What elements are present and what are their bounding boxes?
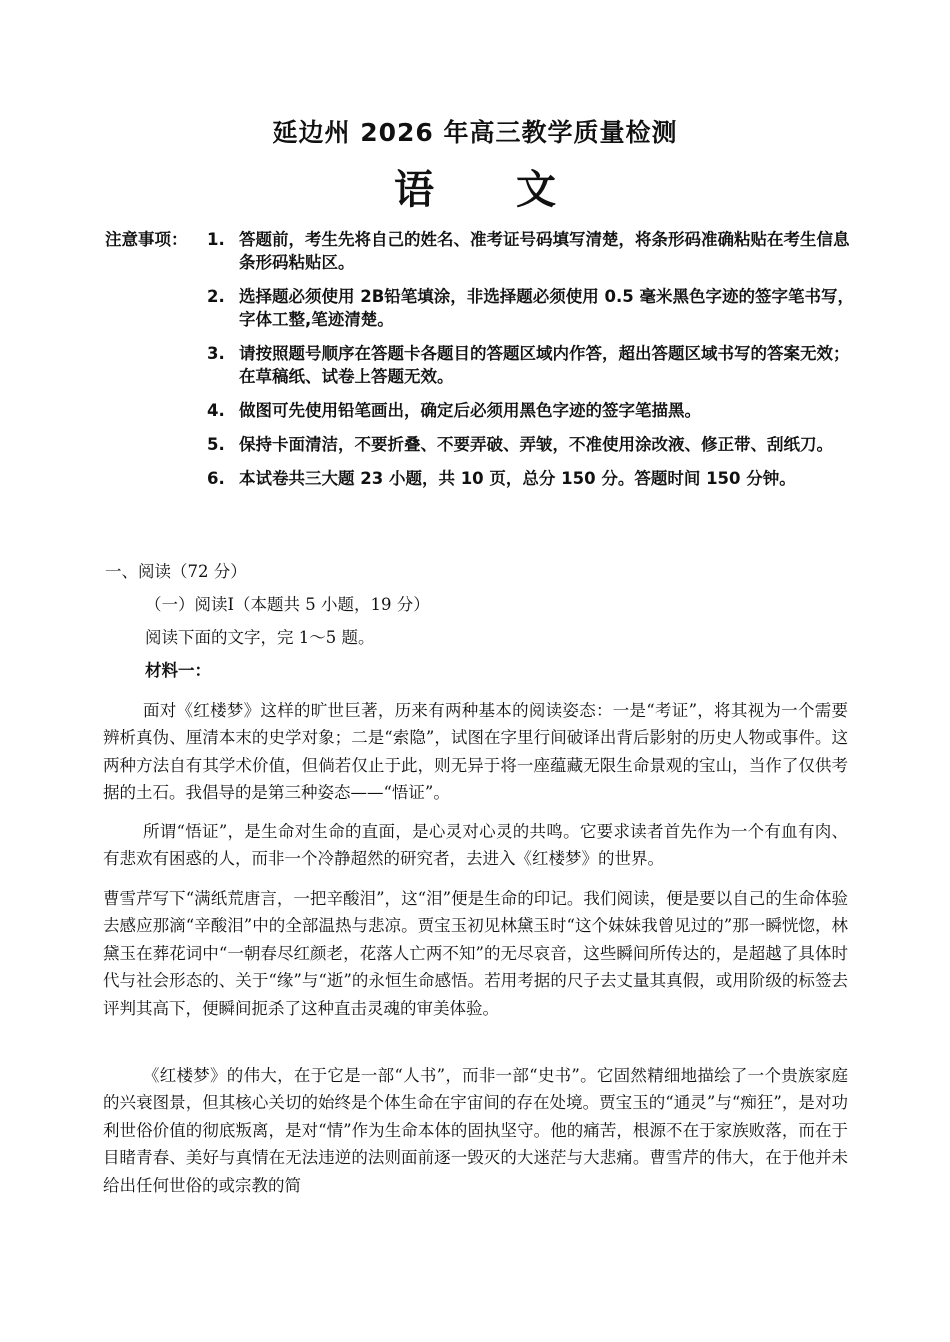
notice-item bbox=[207, 285, 857, 331]
subsection-heading-reading-one: （一）阅读Ⅰ（本题共 5 小题，19 分） bbox=[145, 595, 430, 614]
notice-item-number: 6. bbox=[207, 469, 225, 488]
notice-item bbox=[207, 399, 857, 422]
notice-item-text: 本试卷共三大题 23 小题，共 10 页，总分 150 分。答题时间 150 分钟。 bbox=[239, 469, 796, 488]
notice-item-text: 做图可先使用铅笔画出，确定后必须用黑色字迹的签字笔描黑。 bbox=[239, 401, 701, 420]
notice-item bbox=[207, 342, 857, 388]
reading-instruction: 阅读下面的文字，完 1～5 题。 bbox=[145, 628, 375, 647]
notice-item-text: 选择题必须使用 2B铅笔填涂，非选择题必须使用 0.5 毫米黑色字迹的签字笔书写，字体工整,笔迹清楚。 bbox=[239, 287, 855, 329]
notice-item-text: 请按照题号顺序在答题卡各题目的答题区域内作答，超出答题区域书写的答案无效；在草稿纸、试卷上答题无效。 bbox=[239, 344, 850, 386]
notice-label: 注意事项： bbox=[105, 230, 188, 249]
notice-item-number: 4. bbox=[207, 401, 225, 420]
notice-item-text: 保持卡面清洁，不要折叠、不要弄破、弄皱，不准使用涂改液、修正带、刮纸刀。 bbox=[239, 435, 833, 454]
exam-title: 延边州 2026 年高三教学质量检测 bbox=[272, 118, 678, 147]
notice-item-number: 3. bbox=[207, 344, 225, 363]
notice-list bbox=[207, 228, 857, 501]
passage-paragraph-2: 所谓“悟证”，是生命对生命的直面，是心灵对心灵的共鸣。它要求读者首先作为一个有血有肉、有悲欢有困惑的人，而非一个冷静超然的研究者，去进入《红楼梦》的世界。 bbox=[103, 822, 848, 869]
subject-title: 语 文 bbox=[394, 167, 590, 213]
notice-item-number: 5. bbox=[207, 435, 225, 454]
passage-paragraph-3: 曹雪芹写下“满纸荒唐言，一把辛酸泪”，这“泪”便是生命的印记。我们阅读，便是要以自己的生命体验去感应那滴“辛酸泪”中的全部温热与悲凉。贾宝玉初见林黛玉时“这个妹妹我曾见过的”那一瞬恍惚，林黛玉在葬花词中“一朝春尽红颜老，花落人亡两不知”的无尽哀音，这些瞬间所传达的，是超越了具体时代与社会形态的、关于“缘”与“逝”的永恒生命感悟。若用考据的尺子去丈量其真假，或用阶级的标签去评判其高下，便瞬间扼杀了这种直击灵魂的审美体验。 bbox=[103, 889, 848, 1018]
passage-paragraph-1: 面对《红楼梦》这样的旷世巨著，历来有两种基本的阅读姿态：一是“考证”，将其视为一个需要辨析真伪、厘清本末的史学对象；二是“索隐”，试图在字里行间破译出背后影射的历史人物或事件。这两种方法自有其学术价值，但倘若仅止于此，则无异于将一座蕴藏无限生命景观的宝山，当作了仅供考据的土石。我倡导的是第三种姿态——“悟证”。 bbox=[103, 701, 848, 803]
notice-item bbox=[207, 467, 857, 490]
notice-item-text: 答题前，考生先将自己的姓名、准考证号码填写清楚，将条形码准确粘贴在考生信息条形码粘贴区。 bbox=[239, 230, 850, 272]
notice-item bbox=[207, 433, 857, 456]
notice-item-number: 1. bbox=[207, 230, 225, 249]
notice-item bbox=[207, 228, 857, 274]
passage-paragraph-4: 《红楼梦》的伟大，在于它是一部“人书”，而非一部“史书”。它固然精细地描绘了一个贵族家庭的兴衰图景，但其核心关切的始终是个体生命在宇宙间的存在处境。贾宝玉的“通灵”与“痴狂”，是对功利世俗价值的彻底叛离，是对“情”作为生命本体的固执坚守。他的痛苦，根源不在于家族败落，而在于目睹青春、美好与真情在无法违逆的法则面前逐一毁灭的大迷茫与大悲痛。曹雪芹的伟大，在于他并未给出任何世俗的或宗教的简 bbox=[103, 1066, 848, 1195]
section-heading-reading: 一、阅读（72 分） bbox=[105, 562, 247, 581]
material-label: 材料一： bbox=[145, 661, 211, 680]
notice-item-number: 2. bbox=[207, 287, 225, 306]
